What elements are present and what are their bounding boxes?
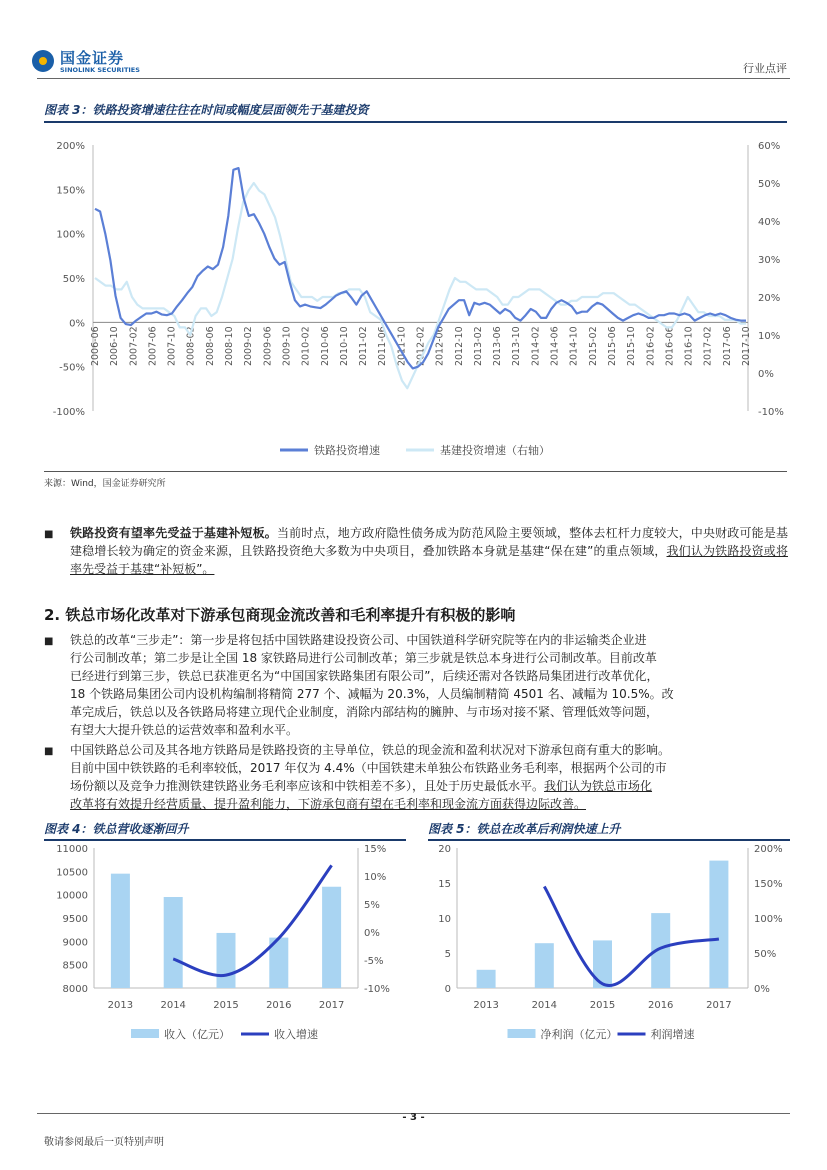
y-left-tick-label: 11000 — [56, 844, 88, 855]
x-tick-label: 2017-02 — [702, 326, 714, 367]
x-tick-label: 2007-02 — [128, 326, 140, 367]
y-left-tick-label: 10 — [438, 914, 451, 925]
x-tick-label: 2017 — [706, 1000, 732, 1011]
legend-label-bar: 净利润（亿元） — [540, 1028, 618, 1041]
y-right-tick-label: 10% — [758, 331, 781, 342]
x-tick-label: 2011-02 — [358, 326, 370, 367]
y-right-tick-label: 50% — [754, 949, 777, 960]
x-tick-label: 2015-10 — [626, 326, 638, 367]
paragraph-underline-line: 改革将有效提升经营质量、提升盈利能力，下游承包商有望在毛利率和现金流方面获得边际改善。 — [70, 797, 587, 811]
y-right-tick-label: 30% — [758, 255, 781, 266]
paragraph-underline: 我们认为铁路投资或将率先受益于基建“补短板”。 — [70, 544, 788, 576]
y-right-tick-label: -5% — [364, 956, 384, 967]
y-right-tick-label: 0% — [758, 369, 774, 380]
x-tick-label: 2013-06 — [492, 326, 504, 367]
text-line: 中国铁路总公司及其各地方铁路局是铁路投资的主导单位，铁总的现金流和盈利状况对下游承包商有重大的影响。 — [70, 743, 671, 757]
text-line: 有望大大提升铁总的运营效率和盈利水平。 — [70, 723, 299, 737]
y-left-tick-label: -100% — [52, 407, 85, 418]
x-tick-label: 2013-02 — [472, 326, 484, 367]
bar — [322, 887, 341, 988]
x-tick-label: 2012-02 — [415, 326, 427, 367]
legend-label-line: 利润增速 — [650, 1028, 695, 1041]
y-left-tick-label: 10500 — [56, 867, 88, 879]
y-right-tick-label: -10% — [758, 407, 784, 418]
legend-swatch-bar — [131, 1029, 159, 1038]
y-left-tick-label: 100% — [56, 229, 85, 241]
paragraph-reform — [70, 631, 788, 739]
logo-name: 国金证券 — [60, 49, 125, 67]
y-left-tick-label: 8000 — [62, 984, 88, 995]
paragraph-rail-investment — [70, 524, 788, 578]
x-tick-label: 2006-10 — [109, 326, 121, 367]
x-tick-label: 2014-06 — [549, 326, 561, 367]
paragraph-profitability — [70, 741, 788, 813]
bullet-marker: ■ — [44, 636, 54, 647]
bullet-marker: ■ — [44, 746, 54, 757]
bar — [535, 943, 554, 988]
legend-label-rail: 铁路投资增速 — [314, 444, 380, 457]
paragraph-underline: 我们认为铁总市场化 — [544, 779, 653, 793]
x-tick-label: 2010-06 — [319, 326, 331, 367]
figure4-title: 图表 4：铁总营收逐渐回升 — [44, 822, 189, 836]
y-right-tick-label: 20% — [758, 293, 781, 304]
bar — [709, 861, 728, 988]
y-right-tick-label: 0% — [364, 928, 380, 939]
bar — [217, 933, 236, 988]
x-tick-label: 2017-06 — [721, 326, 733, 367]
x-tick-label: 2013 — [107, 1000, 134, 1011]
y-right-tick-label: -10% — [364, 984, 390, 995]
legend-swatch-bar — [508, 1029, 536, 1038]
y-left-tick-label: -50% — [59, 362, 85, 374]
y-right-tick-label: 150% — [754, 879, 783, 890]
report-type: 行业点评 — [743, 62, 787, 75]
logo-icon — [32, 50, 54, 72]
bar — [593, 940, 612, 988]
y-right-tick-label: 200% — [754, 844, 783, 855]
x-tick-label: 2017-10 — [741, 326, 752, 367]
y-left-tick-label: 200% — [56, 141, 85, 152]
y-left-tick-label: 20 — [438, 844, 451, 855]
text-line: 铁总的改革“三步走”：第一步是将包括中国铁路建设投资公司、中国铁道科学研究院等在内的非运输类企业进 — [70, 633, 647, 647]
y-right-tick-label: 15% — [364, 844, 387, 855]
y-left-tick-label: 150% — [56, 185, 85, 197]
y-right-tick-label: 5% — [364, 900, 380, 911]
x-tick-label: 2008-10 — [224, 326, 236, 367]
x-tick-label: 2010-10 — [338, 326, 350, 367]
x-tick-label: 2007-06 — [147, 326, 159, 367]
figure5-title: 图表 5：铁总在改革后利润快速上升 — [428, 822, 621, 836]
figure5-rule — [428, 839, 790, 841]
x-tick-label: 2017 — [318, 1000, 345, 1011]
disclaimer-note: 敬请参阅最后一页特别声明 — [44, 1137, 164, 1148]
x-tick-label: 2015 — [589, 1000, 616, 1011]
x-tick-label: 2015-06 — [606, 326, 618, 367]
x-tick-label: 2016-06 — [664, 326, 676, 367]
y-right-tick-label: 60% — [758, 141, 781, 152]
bar — [477, 970, 496, 988]
x-tick-label: 2008-06 — [204, 326, 216, 367]
figure3-rule — [44, 121, 787, 123]
figure3-title: 图表 3：铁路投资增速往往在时间或幅度层面领先于基建投资 — [44, 103, 369, 117]
figure4-rule — [44, 839, 406, 841]
text-span: 场份额以及竞争力推测铁建铁路业务毛利率应该和中铁相差不多），且处于历史最低水平。 — [70, 779, 545, 793]
x-tick-label: 2013 — [473, 1000, 499, 1011]
y-right-tick-label: 10% — [364, 872, 387, 883]
x-tick-label: 2009-10 — [281, 326, 293, 367]
legend-label-bar: 收入（亿元） — [164, 1028, 230, 1041]
y-right-tick-label: 50% — [758, 179, 781, 190]
x-tick-label: 2014 — [531, 1000, 558, 1011]
y-left-tick-label: 0% — [69, 318, 85, 330]
x-tick-label: 2010-02 — [300, 326, 312, 367]
text-line: 已经进行到第三步，铁总已获准更名为“中国国家铁路集团有限公司”，后续还需对各铁路局集团进行改革优化， — [70, 669, 659, 683]
x-tick-label: 2014 — [160, 1000, 186, 1011]
y-left-tick-label: 10000 — [56, 890, 88, 902]
y-left-tick-label: 8500 — [62, 960, 88, 972]
legend-label-infra: 基建投资增速（右轴） — [440, 444, 550, 457]
y-left-tick-label: 9500 — [62, 914, 88, 925]
paragraph-text: 当前时点，地方政府隐性债务成为防范风险主要领域，整体去杠杆力度较大，中央财政可能是基建稳增长较为确定的资金来源，且铁路投资绝大多数为中央项目，叠加铁路本身就是基建“保在建”的重点领域， — [70, 526, 788, 558]
x-tick-label: 2011-06 — [377, 326, 389, 367]
text-line: 目前中国中铁铁路的毛利率较低，2017 年仅为 4.4%（中国铁建未单独公布铁路业务毛利率，根据两个公司的市 — [70, 761, 667, 775]
x-tick-label: 2015-02 — [587, 326, 599, 367]
section-title: 2. 铁总市场化改革对下游承包商现金流改善和毛利率提升有积极的影响 — [44, 606, 516, 624]
y-right-tick-label: 40% — [758, 217, 781, 228]
x-tick-label: 2014-02 — [530, 326, 542, 367]
figure5-chart — [420, 843, 795, 1048]
x-tick-label: 2013-10 — [511, 326, 523, 367]
x-tick-label: 2007-10 — [166, 326, 178, 367]
x-tick-label: 2009-02 — [243, 326, 255, 367]
x-tick-label: 2011-10 — [396, 326, 408, 367]
figure4-chart — [40, 843, 410, 1048]
y-left-tick-label: 5 — [444, 949, 451, 960]
growth-line — [544, 887, 719, 986]
x-tick-label: 2014-10 — [568, 326, 580, 367]
y-left-tick-label: 15 — [438, 879, 451, 890]
y-right-tick-label: 0% — [754, 984, 770, 995]
x-tick-label: 2012-10 — [453, 326, 465, 367]
x-tick-label: 2016 — [266, 1000, 292, 1011]
header-divider — [37, 78, 790, 79]
bullet-marker: ■ — [44, 529, 54, 540]
y-left-tick-label: 0 — [444, 984, 451, 995]
x-tick-label: 2009-06 — [262, 326, 274, 367]
x-tick-label: 2012-06 — [434, 326, 446, 367]
y-left-tick-label: 9000 — [62, 937, 88, 949]
growth-line — [173, 865, 331, 975]
text-line: 18 个铁路局集团公司内设机构编制将精简 277 个、减幅为 20.3%，人员编制精简 4501 名、减幅为 10.5%。改 — [70, 687, 674, 701]
y-left-tick-label: 50% — [62, 274, 85, 285]
y-right-tick-label: 100% — [754, 914, 783, 925]
figure3-source: 来源：Wind，国金证券研究所 — [44, 479, 166, 489]
text-line: 行公司制改革；第二步是让全国 18 家铁路局进行公司制改革；第三步就是铁总本身进行公司制改革。目前改革 — [70, 651, 657, 665]
x-tick-label: 2008-02 — [185, 326, 197, 367]
x-tick-label: 2015 — [213, 1000, 239, 1011]
bar — [164, 897, 183, 988]
bar — [111, 874, 130, 988]
legend-label-line: 收入增速 — [274, 1028, 318, 1041]
x-tick-label: 2016 — [647, 1000, 674, 1011]
figure3-chart — [40, 130, 790, 470]
x-tick-label: 2016-10 — [683, 326, 695, 367]
logo-english: SINOLINK SECURITIES — [60, 66, 140, 74]
x-tick-label: 2016-02 — [645, 326, 657, 367]
x-tick-label: 2006-06 — [90, 326, 101, 367]
figure3-bottom-rule — [44, 471, 787, 472]
text-line: 革完成后，铁总以及各铁路局将建立现代企业制度，消除内部结构的臃肿、与市场对接不紧、管理低效等问题， — [70, 705, 659, 719]
text-line — [70, 777, 788, 795]
page-number: - 3 - — [402, 1112, 425, 1123]
paragraph-bold: 铁路投资有望率先受益于基建补短板。 — [70, 526, 277, 540]
